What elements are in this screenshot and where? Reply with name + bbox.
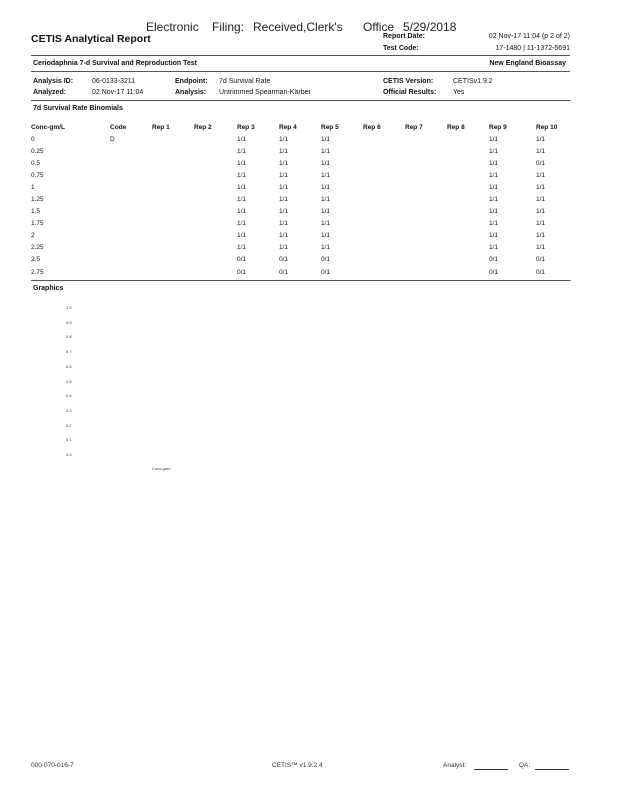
table-row	[31, 193, 570, 205]
table-cell: 1/1	[279, 208, 289, 216]
table-cell	[363, 230, 405, 242]
table-cell: 1.5	[31, 208, 41, 216]
table-cell: 1/1	[489, 220, 499, 228]
plot-y-tick: 0.6	[66, 363, 72, 369]
table-cell	[363, 133, 405, 145]
table-cell: 1/1	[237, 232, 247, 240]
analysis-value: Untrimmed Spearman-Kärber	[219, 89, 311, 96]
table-cell: 0/1	[536, 268, 546, 276]
analysis-id-value: 06-0133-3211	[92, 78, 136, 85]
table-cell: D	[110, 135, 115, 143]
col-rep10: Rep 10	[536, 123, 558, 131]
stamp-filing: Filing:	[212, 20, 245, 34]
table-cell	[363, 254, 405, 266]
table-cell: 1/1	[536, 232, 546, 240]
table-cell: 1/1	[536, 220, 546, 228]
table-cell	[405, 218, 447, 230]
table-cell: 1/1	[536, 208, 546, 216]
analysis-label: Analysis:	[175, 89, 207, 96]
info-rule	[31, 71, 570, 72]
table-cell: 1/1	[321, 196, 331, 204]
table-cell	[152, 242, 194, 254]
col-rep6: Rep 6	[363, 123, 381, 131]
plot-y-tick: 0.1	[66, 437, 72, 443]
table-cell: 1/1	[536, 135, 546, 143]
footer-software: CETIS™ v1.9.2.4	[272, 762, 323, 769]
table-cell: 1/1	[279, 171, 289, 179]
table-row	[31, 266, 570, 278]
table-cell	[363, 157, 405, 169]
plot-y-tick: 0.0	[66, 452, 72, 457]
table-cell	[152, 218, 194, 230]
table-cell	[110, 145, 152, 157]
table-cell	[194, 266, 237, 278]
table-cell: 0.75	[31, 171, 44, 179]
table-cell: 1/1	[237, 159, 247, 167]
graphics-rule	[31, 280, 570, 281]
table-cell: 1/1	[489, 135, 499, 143]
table-cell	[194, 193, 237, 205]
table-cell	[405, 181, 447, 193]
table-cell	[405, 242, 447, 254]
plot-y-tick: 0.8	[66, 334, 72, 340]
table-cell: 0/1	[536, 159, 546, 167]
test-code-value: 17-1480 | 11-1372-5691	[495, 45, 570, 52]
table-row	[31, 145, 570, 157]
table-cell: 1/1	[237, 147, 247, 155]
table-row	[31, 133, 570, 145]
table-cell: 1/1	[237, 196, 247, 204]
graphics-heading: Graphics	[33, 285, 64, 292]
table-cell	[447, 242, 489, 254]
stamp-office: Office	[363, 20, 395, 34]
analyst-signature-line	[474, 769, 508, 770]
table-cell: 1/1	[237, 171, 247, 179]
table-header-row	[31, 121, 570, 133]
table-cell	[194, 133, 237, 145]
table-cell	[363, 266, 405, 278]
table-cell	[447, 254, 489, 266]
table-cell	[194, 181, 237, 193]
table-cell	[194, 145, 237, 157]
table-cell	[152, 145, 194, 157]
table-cell: 2.75	[31, 268, 44, 276]
table-cell	[152, 206, 194, 218]
table-cell	[405, 169, 447, 181]
table-cell: 1/1	[279, 244, 289, 252]
table-cell	[447, 230, 489, 242]
table-cell: 0/1	[536, 256, 546, 264]
table-row	[31, 181, 570, 193]
table-cell	[194, 157, 237, 169]
plot-y-tick: 0.3	[66, 407, 72, 413]
table-cell: 1/1	[321, 244, 331, 252]
plot-y-tick: 0.5	[66, 378, 72, 384]
plot-y-tick: 0.9	[66, 319, 72, 325]
table-cell: 1/1	[279, 183, 289, 191]
test-code-label: Test Code:	[383, 45, 419, 52]
table-cell	[152, 266, 194, 278]
plot-y-tick: 0.7	[66, 349, 72, 355]
col-rep3: Rep 3	[237, 123, 255, 131]
cetis-version-value: CETISv1.9.2	[453, 78, 493, 85]
table-cell	[194, 169, 237, 181]
table-cell	[152, 254, 194, 266]
table-cell: 1/1	[237, 244, 247, 252]
col-rep5: Rep 5	[321, 123, 339, 131]
table-cell: 1/1	[489, 196, 499, 204]
table-cell	[194, 254, 237, 266]
table-cell: 2.5	[31, 256, 41, 264]
table-cell: 1/1	[489, 183, 499, 191]
table-row	[31, 157, 570, 169]
table-cell: 1/1	[321, 147, 331, 155]
table-cell: 1/1	[536, 147, 546, 155]
table-cell: 2	[31, 232, 35, 240]
table-cell: 1/1	[321, 232, 331, 240]
table-cell	[152, 133, 194, 145]
footer-doc-id: 000-070-016-7	[31, 762, 74, 769]
table-row	[31, 242, 570, 254]
table-cell: 0/1	[279, 268, 289, 276]
table-cell	[447, 218, 489, 230]
test-name: Ceriodaphnia 7-d Survival and Reproduction Test	[33, 60, 198, 67]
table-cell: 1/1	[489, 244, 499, 252]
table-cell	[405, 145, 447, 157]
table-cell	[405, 193, 447, 205]
table-cell: 1/1	[536, 171, 546, 179]
table-cell	[363, 181, 405, 193]
table-cell	[363, 242, 405, 254]
table-cell	[447, 181, 489, 193]
table-cell: 1/1	[321, 171, 331, 179]
table-cell: 1/1	[536, 244, 546, 252]
table-cell: 1/1	[321, 183, 331, 191]
col-code: Code	[110, 123, 127, 131]
report-title: CETIS Analytical Report	[31, 33, 151, 45]
table-cell	[447, 157, 489, 169]
stamp-date: 5/29/2018	[403, 20, 457, 34]
table-cell: 1/1	[279, 220, 289, 228]
table-row	[31, 218, 570, 230]
table-cell	[405, 206, 447, 218]
table-cell: 0/1	[321, 256, 331, 264]
official-results-label: Official Results:	[383, 89, 437, 96]
table-cell: 1/1	[279, 196, 289, 204]
col-rep4: Rep 4	[279, 123, 297, 131]
table-cell	[152, 181, 194, 193]
binomials-rule	[31, 100, 570, 101]
table-row	[31, 230, 570, 242]
plot-y-tick: 0.4	[66, 393, 72, 399]
footer-qa-label: QA:	[519, 762, 531, 769]
table-cell: 1.25	[31, 196, 44, 204]
table-cell: 1/1	[279, 232, 289, 240]
table-cell: 1/1	[321, 159, 331, 167]
table-cell	[110, 206, 152, 218]
table-cell: 1/1	[536, 196, 546, 204]
table-cell: 1/1	[237, 208, 247, 216]
table-cell: 1/1	[321, 135, 331, 143]
table-cell	[194, 242, 237, 254]
table-cell	[363, 145, 405, 157]
table-cell: 1/1	[321, 208, 331, 216]
stamp-received: Received,Clerk's	[253, 20, 343, 34]
table-cell: 1/1	[237, 183, 247, 191]
table-cell: 1/1	[489, 159, 499, 167]
table-cell: 0/1	[489, 256, 499, 264]
analyzed-value: 02 Nov-17 11:04	[92, 89, 144, 96]
footer-analyst-label: Analyst:	[443, 762, 467, 769]
table-cell	[110, 193, 152, 205]
table-cell	[363, 218, 405, 230]
plot-x-label: Conc-gm/L	[152, 466, 172, 471]
table-cell	[363, 206, 405, 218]
binomials-body	[31, 133, 570, 278]
table-cell	[152, 230, 194, 242]
table-cell	[447, 266, 489, 278]
header-rule	[31, 55, 570, 56]
table-cell: 1/1	[321, 220, 331, 228]
table-cell	[152, 169, 194, 181]
table-cell	[447, 193, 489, 205]
col-rep8: Rep 8	[447, 123, 465, 131]
table-cell: 1/1	[489, 147, 499, 155]
table-cell: 0.5	[31, 159, 41, 167]
table-cell	[194, 230, 237, 242]
table-cell: 0.25	[31, 147, 44, 155]
table-cell: 0/1	[237, 256, 247, 264]
analyzed-label: Analyzed:	[33, 89, 67, 96]
report-date-label: Report Date:	[383, 33, 426, 40]
table-cell: 1/1	[536, 183, 546, 191]
table-cell	[405, 230, 447, 242]
binomials-table	[31, 121, 570, 278]
table-cell: 0/1	[237, 268, 247, 276]
col-rep9: Rep 9	[489, 123, 507, 131]
plot-y-tick: 1.0	[66, 305, 72, 310]
table-cell: 1/1	[489, 232, 499, 240]
table-row	[31, 254, 570, 266]
table-cell	[110, 242, 152, 254]
col-rep2: Rep 2	[194, 123, 212, 131]
table-cell	[405, 266, 447, 278]
table-cell	[447, 206, 489, 218]
table-cell: 1.75	[31, 220, 44, 228]
table-cell: 1	[31, 183, 35, 191]
table-cell	[447, 145, 489, 157]
table-cell	[447, 133, 489, 145]
table-cell	[194, 218, 237, 230]
table-cell: 1/1	[279, 159, 289, 167]
scan-mark	[569, 100, 571, 101]
qa-signature-line	[535, 769, 569, 770]
col-conc: Conc-gm/L	[31, 123, 65, 131]
plot-y-tick: 0.2	[66, 422, 72, 428]
table-cell: 1/1	[237, 135, 247, 143]
lab-name: New England Bioassay	[489, 60, 566, 67]
endpoint-value: 7d Survival Rate	[219, 78, 271, 85]
report-date-value: 02 Nov-17 11:04 (p 2 of 2)	[488, 33, 570, 40]
col-rep7: Rep 7	[405, 123, 423, 131]
table-cell: 0/1	[279, 256, 289, 264]
table-row	[31, 206, 570, 218]
binomials-heading: 7d Survival Rate Binomials	[33, 105, 123, 112]
table-cell	[363, 169, 405, 181]
table-cell	[110, 266, 152, 278]
table-cell	[152, 193, 194, 205]
table-cell: 1/1	[279, 135, 289, 143]
official-results-value: Yes	[453, 89, 465, 96]
table-cell	[405, 157, 447, 169]
stamp-electronic: Electronic	[146, 20, 199, 34]
table-cell	[110, 254, 152, 266]
table-cell: 1/1	[237, 220, 247, 228]
table-cell	[110, 157, 152, 169]
table-cell	[447, 169, 489, 181]
table-cell	[152, 157, 194, 169]
table-cell	[110, 169, 152, 181]
table-cell	[110, 181, 152, 193]
table-cell: 2.25	[31, 244, 44, 252]
table-cell	[194, 206, 237, 218]
table-cell: 0/1	[489, 268, 499, 276]
endpoint-label: Endpoint:	[175, 78, 208, 85]
analysis-id-label: Analysis ID:	[33, 78, 74, 85]
cetis-version-label: CETIS Version:	[383, 78, 434, 85]
table-cell: 0/1	[321, 268, 331, 276]
table-cell: 1/1	[279, 147, 289, 155]
table-cell	[405, 254, 447, 266]
scan-mark	[569, 280, 571, 281]
table-cell	[110, 230, 152, 242]
table-cell	[363, 193, 405, 205]
table-cell: 1/1	[489, 171, 499, 179]
table-cell: 0	[31, 135, 35, 143]
col-rep1: Rep 1	[152, 123, 170, 131]
table-cell	[110, 218, 152, 230]
table-row	[31, 169, 570, 181]
table-cell: 1/1	[489, 208, 499, 216]
table-cell	[405, 133, 447, 145]
